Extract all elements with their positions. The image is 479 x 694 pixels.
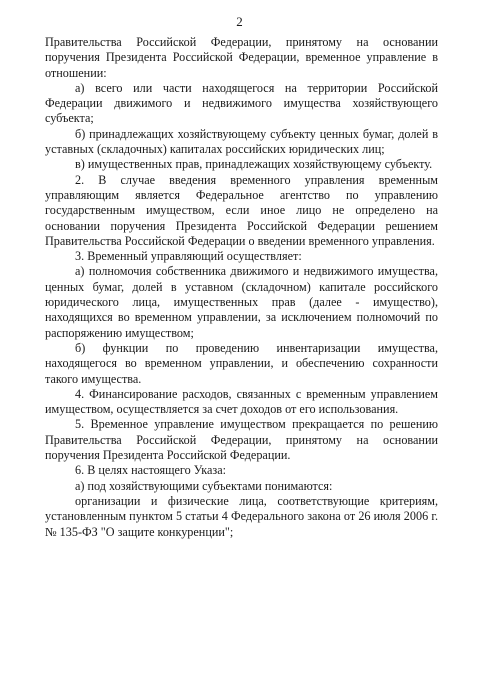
paragraph-item-b: б) принадлежащих хозяйствующему субъекту ценных бумаг, долей в уставных (складочных) капиталах российских юридических лиц;: [45, 126, 438, 157]
paragraph-item-a: а) всего или части находящегося на территории Российской Федерации движимого и недвижимого имущества хозяйствующего субъекта;: [45, 80, 438, 126]
paragraph-clause-5: 5. Временное управление имуществом прекращается по решению Правительства Российской Федерации, принятому на основании поручения Президента Российской Федерации.: [45, 417, 438, 463]
paragraph-clause-4: 4. Финансирование расходов, связанных с временным управлением имуществом, осуществляется за счет доходов от его использования.: [45, 386, 438, 417]
paragraph-item-v: в) имущественных прав, принадлежащих хозяйствующему субъекту.: [75, 157, 433, 172]
paragraph-clause-3-a: а) полномочия собственника движимого и недвижимого имущества, ценных бумаг, долей в уставном (складочном) капитале российского юридического лица, имущественных прав (далее - имущество), находящихся во временном управлении, за исключением полномочий по распоряжению имуществом;: [45, 264, 438, 340]
page-number: 2: [236, 14, 243, 29]
paragraph-clause-2: 2. В случае введения временного управления временным управляющим является Федеральное агентство по управлению государственным имуществом, если иное лицо не определено на основании поручения Президента Российской Федерации решением Правительства Российской Федерации о введении временного управления.: [45, 172, 438, 248]
paragraph-clause-6-a: а) под хозяйствующими субъектами понимаются:: [75, 478, 333, 493]
paragraph-clause-6-a-organizations: организации и физические лица, соответствующие критериям, установленным пунктом 5 статьи 4 Федерального закона от 26 июля 2006 г. № 135-ФЗ "О защите конкуренции";: [45, 493, 438, 539]
paragraph-clause-6: 6. В целях настоящего Указа:: [75, 463, 227, 478]
paragraph-clause-3: 3. Временный управляющий осуществляет:: [75, 249, 302, 264]
paragraph-continuation: Правительства Российской Федерации, принятому на основании поручения Президента Российской Федерации, временное управление в отношении:: [45, 35, 438, 80]
document-body: [45, 35, 438, 540]
paragraph-clause-3-b: б) функции по проведению инвентаризации имущества, находящегося во временном управлении, и обеспечению сохранности такого имущества.: [45, 340, 438, 386]
